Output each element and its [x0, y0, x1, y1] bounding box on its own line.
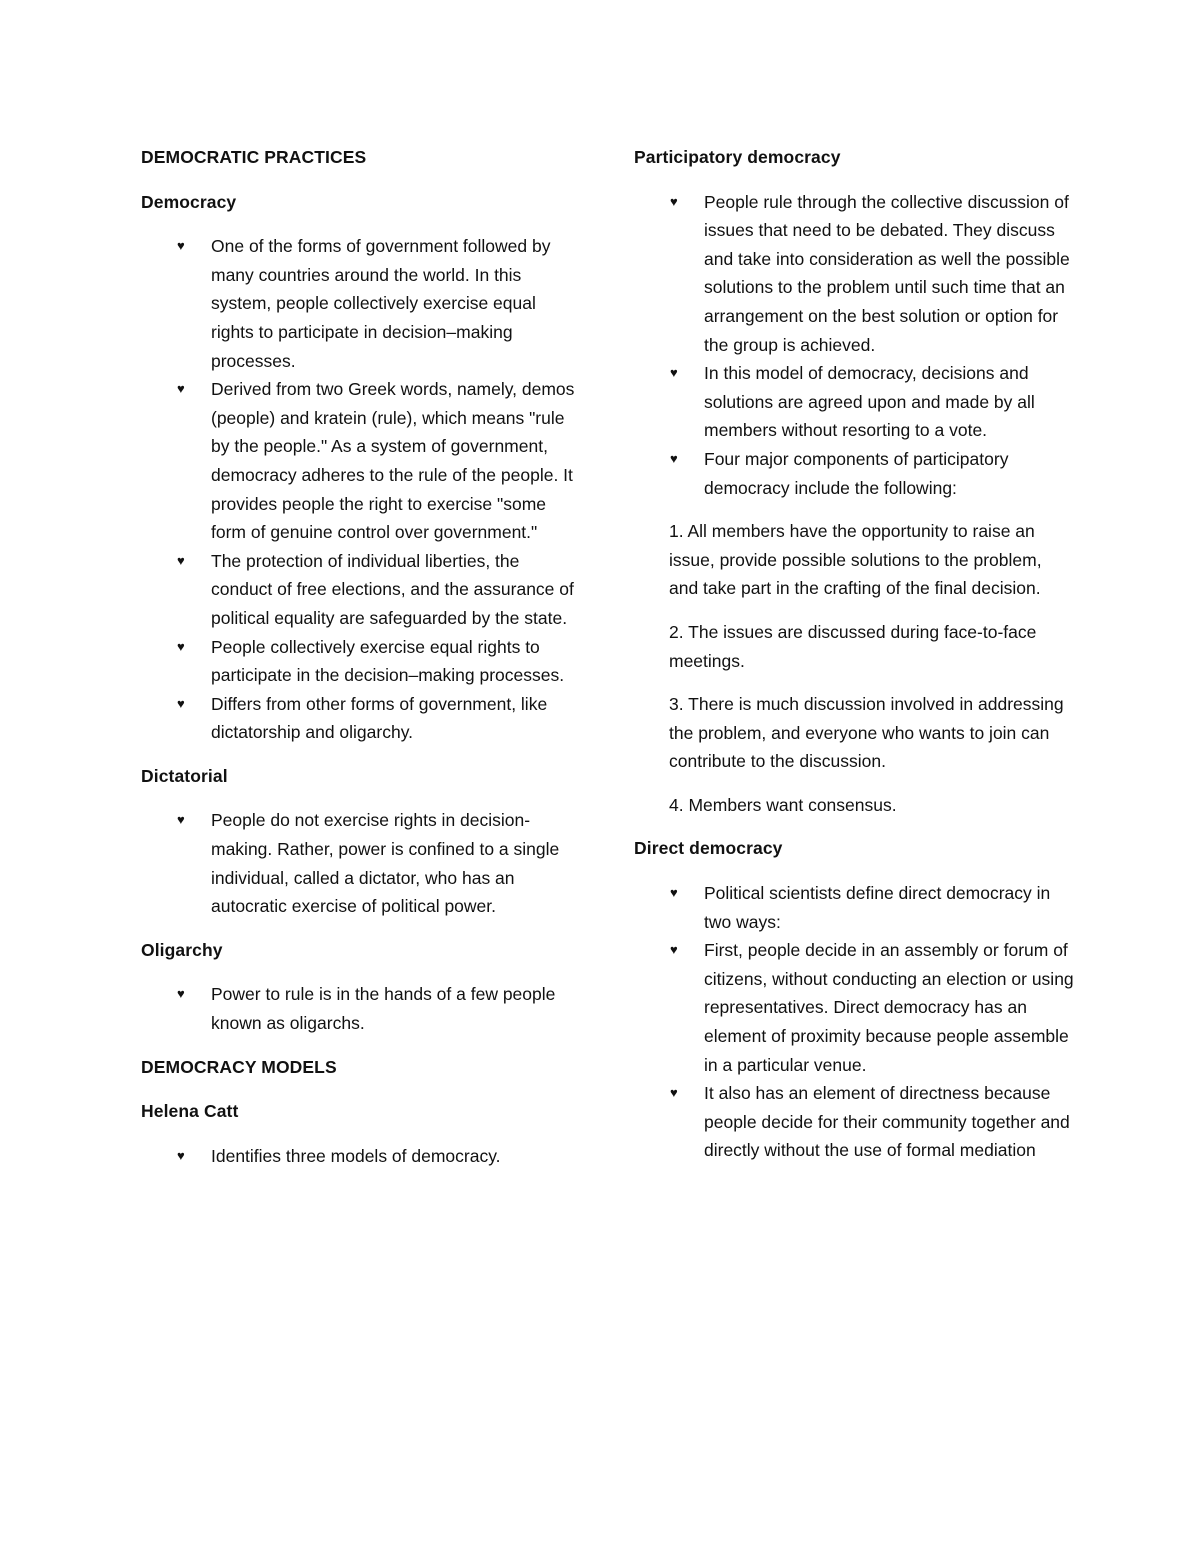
section-heading-helena-catt: Helena Catt [141, 1101, 239, 1122]
list-item-text: It also has an element of directness because people decide for their community together and directly without the use of formal mediation [704, 1083, 1070, 1161]
numbered-paragraph: 1. All members have the opportunity to raise an issue, provide possible solutions to the problem, and take part in the crafting of the final decision. [669, 521, 1042, 599]
list-item-text: Derived from two Greek words, namely, demos (people) and kratein (rule), which means "rule by the people." As a system of government, democracy adheres to the rule of the people. It provides people the right to exercise "some form of genuine control over government." [211, 379, 575, 543]
list-item-text: Identifies three models of democracy. [211, 1145, 501, 1166]
list-item [634, 359, 1074, 445]
list-item-text: People collectively exercise equal rights to participate in the decision–making processes. [211, 636, 565, 686]
list-item-text: Differs from other forms of government, like dictatorship and oligarchy. [211, 693, 548, 743]
list-item-text: Four major components of participatory democracy include the following: [704, 448, 1009, 498]
heart-bullet-icon: ♥ [177, 695, 185, 711]
heart-bullet-icon: ♥ [177, 986, 185, 1002]
dictatorial-bullet-list [141, 806, 581, 920]
list-item [141, 547, 581, 633]
heart-bullet-icon: ♥ [177, 552, 185, 568]
list-item-text: One of the forms of government followed by many countries around the world. In this system, people collectively exercise equal rights to participate in decision–making processes. [211, 236, 551, 371]
document-title: DEMOCRATIC PRACTICES [141, 147, 367, 167]
section-title-democracy-models: DEMOCRACY MODELS [141, 1056, 337, 1077]
section-heading-oligarchy: Oligarchy [141, 939, 223, 960]
list-item [141, 232, 581, 375]
helena-catt-bullet-list [141, 1142, 581, 1171]
numbered-paragraph: 4. Members want consensus. [669, 794, 897, 815]
section-heading-direct-democracy: Direct democracy [634, 838, 783, 859]
list-item [634, 445, 1074, 502]
section-heading-democracy: Democracy [141, 191, 237, 212]
list-item-text: First, people decide in an assembly or forum of citizens, without conducting an election or using representatives. Direct democracy has an element of proximity because people assemble in a particular venue. [704, 940, 1074, 1075]
list-item [141, 375, 581, 547]
democracy-bullet-list [141, 232, 581, 747]
right-column [634, 143, 1074, 1180]
list-item [141, 633, 581, 690]
list-item [634, 1079, 1074, 1165]
left-column [141, 143, 581, 1185]
numbered-paragraph: 2. The issues are discussed during face-to-face meetings. [669, 621, 1037, 671]
list-item-text: The protection of individual liberties, the conduct of free elections, and the assurance of political equality are safeguarded by the state. [211, 550, 574, 628]
heart-bullet-icon: ♥ [670, 450, 678, 466]
heart-bullet-icon: ♥ [670, 942, 678, 958]
direct-democracy-bullet-list [634, 879, 1074, 1165]
list-item [634, 188, 1074, 360]
list-item [141, 806, 581, 920]
heart-bullet-icon: ♥ [177, 238, 185, 254]
list-item-text: Political scientists define direct democracy in two ways: [704, 883, 1051, 932]
heart-bullet-icon: ♥ [177, 812, 185, 828]
heart-bullet-icon: ♥ [670, 1085, 678, 1101]
heart-bullet-icon: ♥ [177, 638, 185, 654]
oligarchy-bullet-list [141, 980, 581, 1037]
heart-bullet-icon: ♥ [177, 381, 185, 397]
section-heading-dictatorial: Dictatorial [141, 765, 228, 786]
heart-bullet-icon: ♥ [670, 885, 678, 901]
list-item [141, 1142, 581, 1171]
heart-bullet-icon: ♥ [670, 365, 678, 381]
numbered-paragraph: 3. There is much discussion involved in addressing the problem, and everyone who wants to join can contribute to the discussion. [669, 694, 1064, 772]
list-item [634, 879, 1074, 936]
list-item-text: People rule through the collective discussion of issues that need to be debated. They discuss and take into consideration as well the possible solutions to the problem until such time that an arrangement on the best solution or option for the group is achieved. [704, 191, 1070, 355]
heart-bullet-icon: ♥ [670, 193, 678, 209]
list-item [141, 690, 581, 747]
list-item [634, 936, 1074, 1079]
heart-bullet-icon: ♥ [177, 1147, 185, 1163]
list-item-text: Power to rule is in the hands of a few people known as oligarchs. [211, 984, 556, 1034]
list-item [141, 980, 581, 1037]
list-item-text: People do not exercise rights in decision-making. Rather, power is confined to a single individual, called a dictator, who has an autocratic exercise of political power. [211, 810, 560, 917]
list-item-text: In this model of democracy, decisions and solutions are agreed upon and made by all members without resorting to a vote. [704, 363, 1035, 441]
participatory-bullet-list [634, 188, 1074, 503]
section-heading-participatory-democracy: Participatory democracy [634, 147, 841, 167]
